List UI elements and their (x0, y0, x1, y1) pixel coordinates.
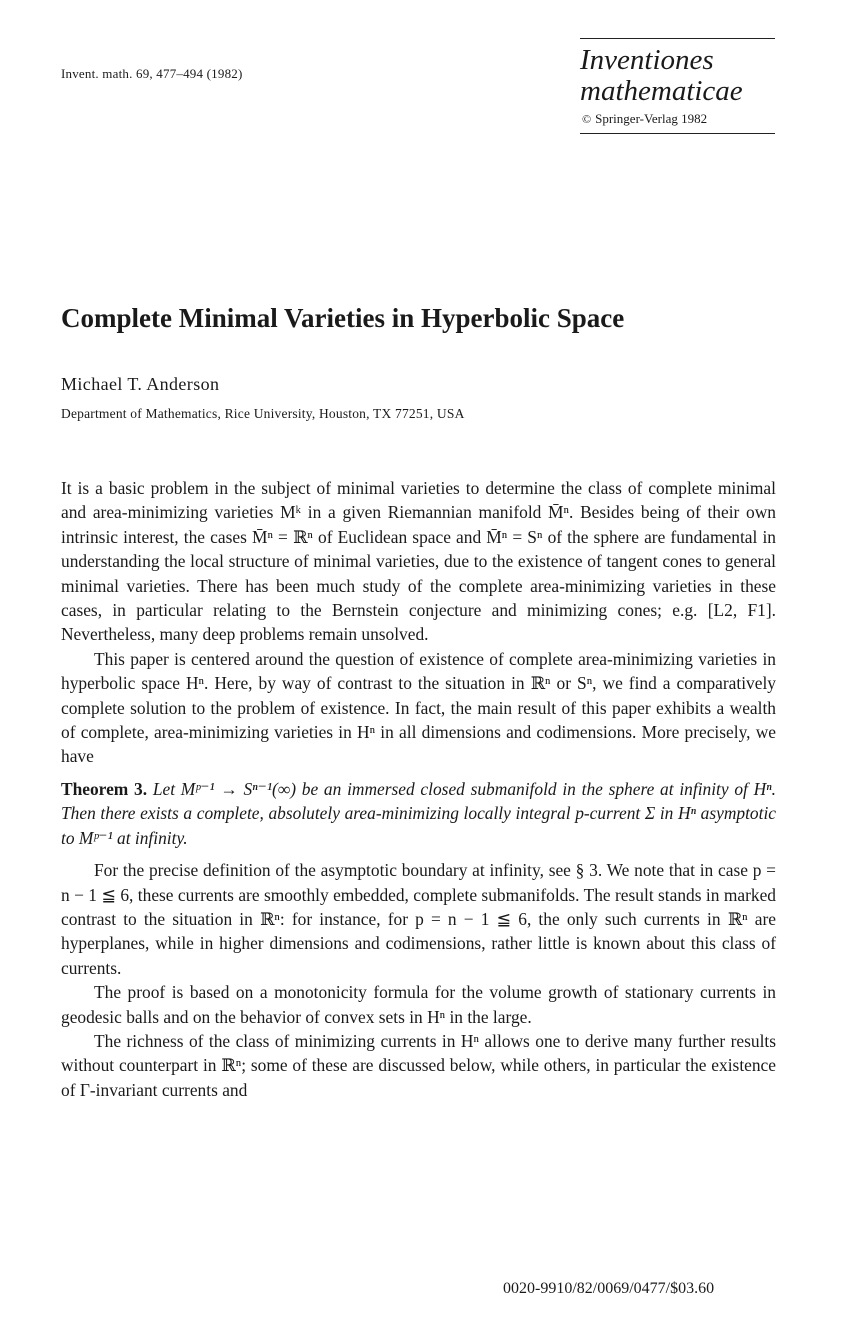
masthead-bottom-rule (580, 133, 775, 134)
paragraph-proof: The proof is based on a monotonicity formula for the volume growth of stationary currents in geodesic balls and on the behavior of convex sets in Hⁿ in the large. (61, 982, 776, 1027)
copyright-notice (580, 111, 775, 127)
theorem-statement (61, 777, 776, 850)
journal-name-line2: mathematicae (580, 75, 743, 107)
journal-citation: Invent. math. 69, 477–494 (1982) (61, 66, 243, 81)
paragraph-definition: For the precise definition of the asymptotic boundary at infinity, see § 3. We note that in case p = n − 1 ≦ 6, these currents are smoothly embedded, complete submanifolds. The result stands in marked contrast to the situation in ℝⁿ: for instance, for p = n − 1 ≦ 6, the only such currents in ℝⁿ are hyperplanes, while in higher dimensions and codimensions, rather little is known about this class of currents. (61, 860, 776, 978)
theorem-text: Let Mᵖ⁻¹ → Sⁿ⁻¹(∞) be an immersed closed submanifold in the sphere at infinity of Hⁿ. Then there exists a complete, absolutely area-minimizing locally integral p-current Σ in Hⁿ asymptotic to Mᵖ⁻¹ at infinity. (61, 778, 776, 848)
copyright-text: © Springer-Verlag 1982 (582, 111, 707, 126)
theorem-label: Theorem 3. (61, 778, 148, 799)
journal-masthead (580, 38, 775, 134)
price-code: 0020-9910/82/0069/0477/$03.60 (503, 1280, 715, 1297)
author-name: Michael T. Anderson (61, 374, 220, 394)
article-body (61, 476, 776, 1102)
paragraph-intro: It is a basic problem in the subject of minimal varieties to determine the class of complete minimal and area-minimizing varieties Mᵏ in a given Riemannian manifold M̄ⁿ. Besides being of their own intrinsic interest, the cases M̄ⁿ = ℝⁿ of Euclidean space and M̄ⁿ = Sⁿ of the sphere are fundamental in understanding the local structure of minimal varieties, due to the existence of tangent cones to general minimal varieties. There has been much study of the complete area-minimizing varieties in these cases, in particular relating to the Bernstein conjecture and minimizing cones; e.g. [L2, F1]. Nevertheless, many deep problems remain unsolved. (61, 478, 776, 645)
journal-name-line1: Inventiones (580, 44, 714, 76)
article-title: Complete Minimal Varieties in Hyperbolic Space (61, 303, 625, 333)
masthead-top-rule (580, 38, 775, 39)
paragraph-scope: This paper is centered around the question of existence of complete area-minimizing varieties in hyperbolic space Hⁿ. Here, by way of contrast to the situation in ℝⁿ or Sⁿ, we find a comparatively complete solution to the problem of existence. In fact, the main result of this paper exhibits a wealth of complete, area-minimizing varieties in Hⁿ in all dimensions and codimensions. More precisely, we have (61, 648, 776, 767)
author-affiliation: Department of Mathematics, Rice University, Houston, TX 77251, USA (61, 406, 465, 421)
paragraph-richness: The richness of the class of minimizing currents in Hⁿ allows one to derive many further results without counterpart in ℝⁿ; some of these are discussed below, while others, in particular the existence of Γ-invariant currents and (61, 1030, 776, 1100)
journal-name (580, 45, 775, 107)
